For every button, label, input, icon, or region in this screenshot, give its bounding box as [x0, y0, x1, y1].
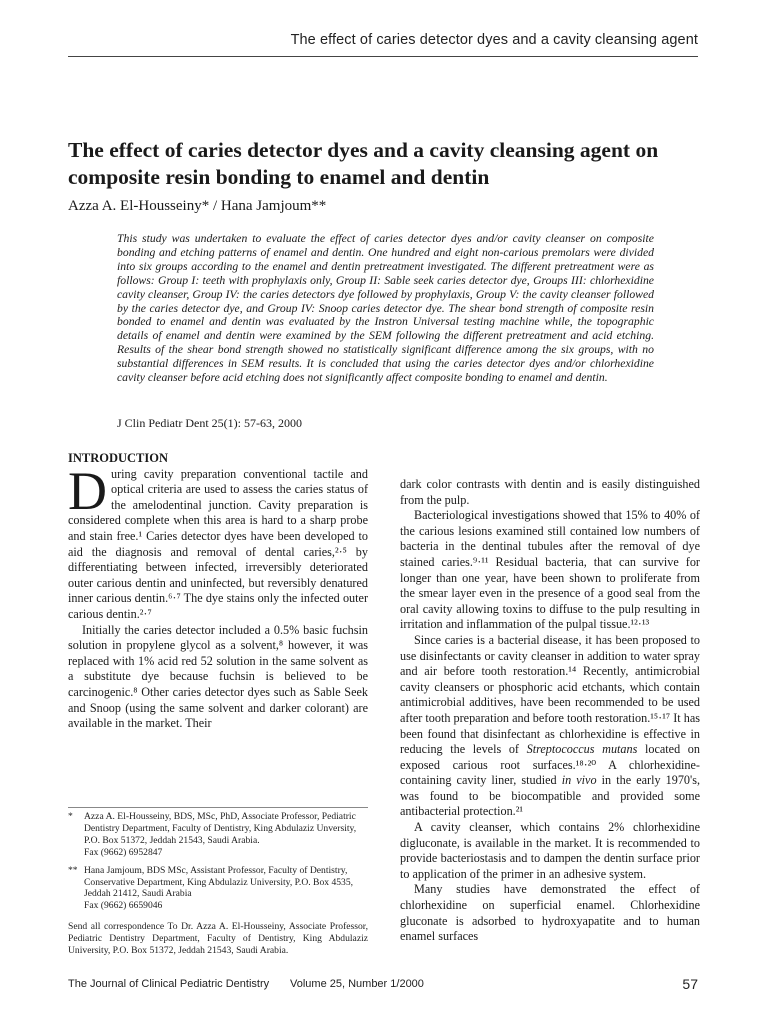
left-column: [68, 451, 368, 732]
intro-paragraph-1-text: uring cavity preparation conventional tactile and optical criteria are used to assess the caries status of the amelodentinal junction. Cavity preparation is considered complete when this area is hard to a sharp probe and stain free.¹ Caries detector dyes have been developed to aid the diagnosis and removal of dental caries,²·⁵ by differentiating between infected, irreversibly deteriorated outer carious dentin and uninfected, but reversibly denatured inner carious dentin.⁶·⁷ The dye stains only the infected outer carious dentin.²·⁷: [68, 466, 368, 621]
species-name: Streptococcus mutans: [526, 742, 638, 757]
footnote-divider: [68, 807, 368, 808]
right-paragraph-1: dark color contrasts with dentin and is easily distinguished from the pulp.: [400, 477, 700, 507]
footnote-text: Azza A. El-Housseiny, BDS, MSc, PhD, Associate Professor, Pediatric Dentistry Department, Faculty of Dentistry, King Abdulaziz Unversity, P.O. Box 51372, Jeddah 21543, Saudi Arabia.: [84, 811, 357, 846]
right-paragraph-2: Bacteriological investigations showed that 15% to 40% of the carious lesions examined still contained low numbers of bacteria in the dentinal tubules after the removal of dye stained caries.⁹·¹¹ Residual bacteria, that can survive for longer than one year, have been shown to proliferate from the smear layer even in the presence of a good seal from the oral cavity allowing toxins to diffuse to the pulp resulting in irritation and inflammation of the pulpal tissue.¹²·¹³: [400, 508, 700, 632]
page-number: 57: [682, 976, 698, 992]
correspondence-note: Send all correspondence To Dr. Azza A. El-Housseiny, Associate Professor, Pediatric Dentistry Department, Faculty of Dentistry, King Abdulaziz University, P.O. Box 51372, Jeddah 21543, Saudi Arabia.: [68, 921, 368, 957]
abstract-text: This study was undertaken to evaluate the effect of caries detector dyes and/or cavity cleanser on composite bonding and etching patterns of enamel and dentin. One hundred and eight non-carious premolars were divided into six groups according to the enamel and dentin pretreatment investigated. The different pretreatment were as follows: Group I: teeth with prophylaxis only, Group II: Sable seek caries detector dye, Groups III: chlorhexidine cavity cleanser, Group IV: the caries detectors dye followed by prophylaxis, Group V: the cavity cleanser followed by the caries detector dye, and Group IV: Snoop caries detector dye. The shear bond strength of composite resin bonded to enamel and dentin was evaluated by the Instron Universal testing machine while, the topographic details of enamel and dentin were examined by the SEM following the different pretreatment and acid etching. Results of the shear bond strength showed no statistically significant difference among the six groups, with no substantial differences in SEM results. It is concluded that using the caries detector dyes and/or chlorhexidine cavity cleanser before acid etching does not significantly affect composite bonding to enamel and dentin.: [117, 232, 654, 385]
right-paragraph-3: [400, 633, 700, 820]
footnote-fax: Fax (9662) 6952847: [84, 846, 163, 858]
footnotes: [68, 811, 368, 957]
running-head: The effect of caries detector dyes and a cavity cleansing agent: [290, 32, 698, 48]
footnote-mark: *: [68, 811, 73, 822]
footer-volume: Volume 25, Number 1/2000: [290, 978, 424, 990]
footnote-fax: Fax (9662) 6659046: [84, 900, 163, 912]
right-paragraph-3c: in the early 1970's, was found to be biocompatible and provided some antibacterial protection.²¹: [400, 773, 701, 819]
right-paragraph-4: A cavity cleanser, which contains 2% chlorhexidine digluconate, is available in the market. It is recommended to provide bacteriostasis and to dampen the dentin surface prior to application of the primer in an adhesive system.: [400, 820, 700, 881]
footer-journal: The Journal of Clinical Pediatric Dentistry: [68, 978, 270, 990]
right-paragraph-5: Many studies have demonstrated the effect of chlorhexidine on superficial enamel. Chlorhexidine gluconate is adsorbed to hydroxyapatite and to human enamel surfaces: [400, 882, 700, 944]
footnote-mark: **: [68, 864, 78, 876]
footnote-author-1: [68, 811, 368, 859]
right-paragraph-3a: Since caries is a bacterial disease, it has been proposed to use disinfectants or cavity cleanser in addition to water spray and air before tooth restoration.¹⁴ Recently, antimicrobial cavity cleansers or phosphoric acid etchants, which contain antimicrobial additives, have been recommended to be used after tooth preparation and before tooth restoration.¹⁵·¹⁷ It has been found that disinfectant as chlorhexidine is effective in reducing the levels of: [400, 632, 700, 757]
right-column: [400, 477, 700, 945]
footnote-author-2: [68, 865, 368, 913]
in-vivo-term: in vivo: [561, 773, 597, 788]
drop-cap: D: [68, 460, 107, 521]
section-heading-introduction: INTRODUCTION: [68, 451, 169, 465]
intro-paragraph-1: [68, 460, 368, 623]
article-title: The effect of caries detector dyes and a cavity cleansing agent on composite resin bonding to enamel and dentin: [68, 138, 659, 189]
citation: J Clin Pediatr Dent 25(1): 57-63, 2000: [117, 416, 302, 430]
intro-paragraph-2: Initially the caries detector included a 0.5% basic fuchsin solution in propylene glycol as a solvent,⁸ however, it was replaced with 1% acid red 52 solution in the same solvent as a substitute dye because fuchsin is believed to be carcinogenic.⁸ Other caries detector dyes such as Sable Seek and Snoop (using the same solvent and darker colorant) are available in the market. Their: [68, 622, 368, 731]
authors: Azza A. El-Housseiny* / Hana Jamjoum**: [68, 198, 327, 214]
footnote-text: Hana Jamjoum, BDS MSc, Assistant Professor, Faculty of Dentistry, Conservative Department, King Abdulaziz University, P.O. Box 4535, Jeddah 21412, Saudi Arabia: [84, 864, 354, 900]
abstract: [117, 232, 654, 385]
header-divider: [68, 56, 698, 57]
right-paragraph-3b: located on exposed carious root surfaces.¹⁸·²⁰ A chlorhexidine-containing cavity liner, studied: [400, 742, 700, 788]
